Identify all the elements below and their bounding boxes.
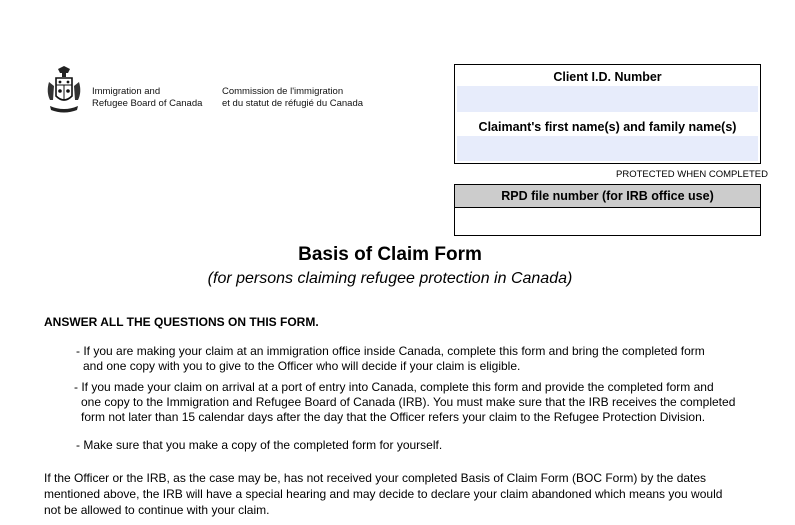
abandonment-notice: If the Officer or the IRB, as the case may be, has not received your completed Basis of Claim Form (BOC Form) by the dates mentioned above, the IRB will have a special hearing and may decide to declare your claim abandoned which means you would not be allowed to continue with your claim. — [44, 471, 723, 517]
rpd-file-box — [454, 184, 761, 236]
instructions-heading: ANSWER ALL THE QUESTIONS ON THIS FORM. — [44, 315, 319, 329]
instruction-bullet: - If you are making your claim at an immigration office inside Canada, complete this form and bring the completed form and one copy with you to give to the Officer who will decide if your claim is eligible. — [76, 344, 705, 373]
page-subtitle: (for persons claiming refugee protection in Canada) — [207, 270, 573, 287]
claimant-name-label: Claimant's first name(s) and family name(s) — [478, 120, 737, 134]
rpd-file-field[interactable] — [455, 208, 760, 234]
claimant-name-field[interactable] — [457, 136, 758, 161]
canada-coat-of-arms-icon — [44, 66, 84, 116]
org-name-french: Commission de l'immigration et du statut de réfugié du Canada — [222, 86, 364, 109]
rpd-file-label: RPD file number (for IRB office use) — [455, 185, 760, 208]
org-name-english: Immigration and Refugee Board of Canada — [92, 86, 203, 109]
instruction-bullet: - Make sure that you make a copy of the completed form for yourself. — [76, 438, 443, 452]
protected-label: PROTECTED WHEN COMPLETED — [616, 169, 769, 180]
client-id-label: Client I.D. Number — [553, 70, 662, 84]
page-title: Basis of Claim Form — [298, 244, 482, 265]
client-id-field[interactable] — [457, 86, 758, 112]
instruction-bullet: - If you made your claim on arrival at a port of entry into Canada, complete this form and provide the completed form and one copy to the Immigration and Refugee Board of Canada (IRB). You must make sure that the IRB receives the completed form not later than 15 calendar days after the day that the Officer refers your claim to the Refugee Protection Division. — [74, 380, 736, 424]
client-id-box — [454, 64, 761, 164]
